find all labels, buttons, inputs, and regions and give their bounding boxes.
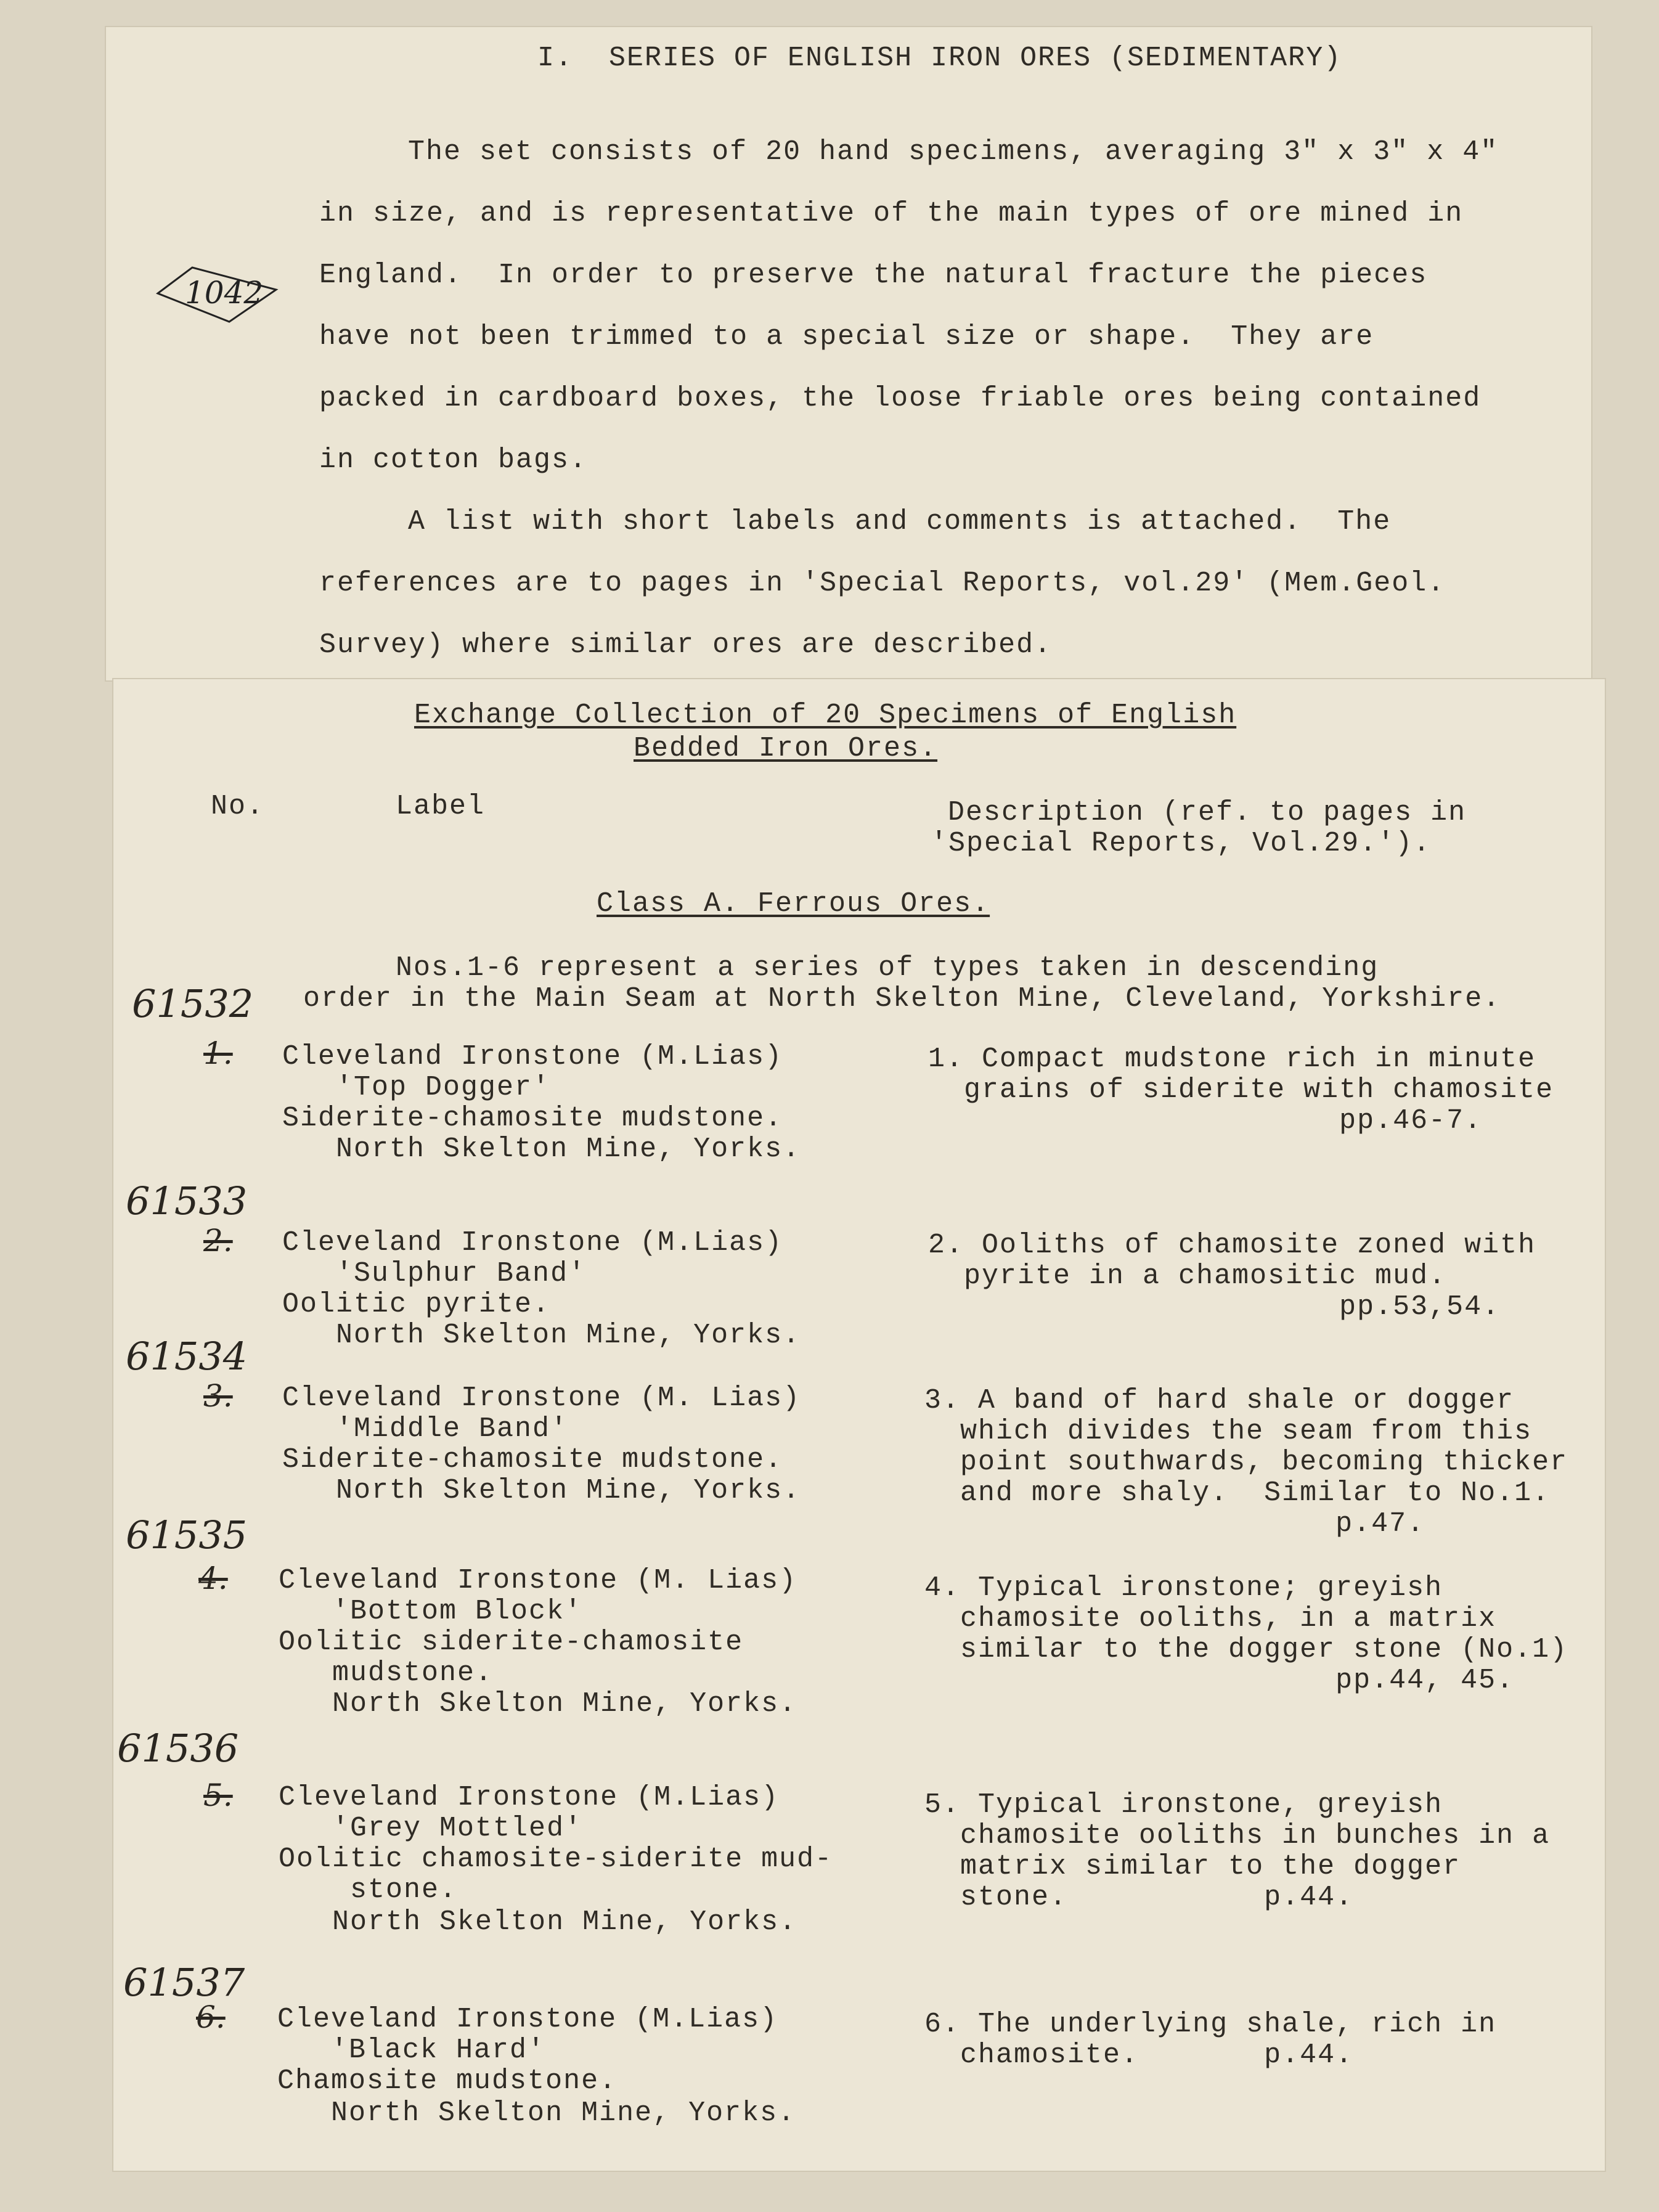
specimen-description: 3. A band of hard shale or dogger: [924, 1385, 1515, 1416]
specimen-description: similar to the dogger stone (No.1): [924, 1634, 1568, 1665]
specimen-label: North Skelton Mine, Yorks.: [279, 1688, 797, 1720]
specimen-description: grains of siderite with chamosite: [928, 1074, 1554, 1106]
specimen-description: point southwards, becoming thicker: [924, 1447, 1568, 1478]
specimen-label: 'Sulphur Band': [282, 1258, 587, 1289]
specimen-label: Cleveland Ironstone (M.Lias): [277, 2004, 778, 2035]
series-note: order in the Main Seam at North Skelton Mine, Cleveland, Yorkshire.: [303, 983, 1501, 1014]
collection-subtitle: Bedded Iron Ores.: [634, 733, 938, 764]
specimen-label: Chamosite mudstone.: [277, 2065, 618, 2097]
specimen-description: matrix similar to the dogger: [924, 1851, 1461, 1882]
intro-line: in size, and is representative of the main types of ore mined in: [319, 198, 1464, 229]
specimen-label: Siderite-chamosite mudstone.: [282, 1444, 783, 1475]
specimen-label: Siderite-chamosite mudstone.: [282, 1103, 783, 1134]
item-number: 3.: [203, 1378, 233, 1414]
specimen-label: Cleveland Ironstone (M.Lias): [279, 1782, 780, 1813]
specimen-label: North Skelton Mine, Yorks.: [282, 1133, 801, 1165]
specimen-label: Cleveland Ironstone (M.Lias): [282, 1041, 783, 1072]
catalogue-number: 1042: [185, 275, 264, 311]
intro-line: Survey) where similar ores are described.: [319, 629, 1053, 661]
specimen-label: mudstone.: [279, 1657, 494, 1689]
specimen-label: 'Middle Band': [282, 1413, 569, 1445]
column-header-description: Description (ref. to pages in: [948, 797, 1467, 828]
item-number: 2.: [203, 1223, 233, 1259]
specimen-description: pp.53,54.: [928, 1291, 1501, 1323]
specimen-description: chamosite ooliths in bunches in a: [924, 1820, 1551, 1851]
specimen-label: Oolitic siderite-chamosite: [279, 1626, 744, 1658]
item-number: 1.: [203, 1035, 233, 1071]
collection-title: Exchange Collection of 20 Specimens of English: [414, 700, 1237, 731]
specimen-description: which divides the seam from this: [924, 1416, 1533, 1447]
specimen-label: Cleveland Ironstone (M. Lias): [279, 1565, 797, 1596]
intro-line: packed in cardboard boxes, the loose friable ores being contained: [319, 383, 1482, 414]
column-header-description: 'Special Reports, Vol.29.').: [931, 828, 1432, 859]
item-number: 6.: [196, 1999, 226, 2035]
specimen-description: stone. p.44.: [924, 1882, 1354, 1913]
class-heading: Class A. Ferrous Ores.: [597, 888, 990, 920]
item-number: 5.: [203, 1777, 233, 1813]
item-number: 4.: [198, 1561, 228, 1596]
specimen-description: 6. The underlying shale, rich in: [924, 2009, 1497, 2040]
specimen-label: 'Bottom Block': [279, 1596, 583, 1627]
intro-line: have not been trimmed to a special size or shape. They are: [319, 321, 1374, 353]
catalogue-number-tag: [155, 263, 279, 324]
specimen-description: pp.46-7.: [928, 1105, 1483, 1137]
specimen-label: 'Top Dogger': [282, 1072, 551, 1103]
registration-number: 61534: [126, 1334, 248, 1379]
registration-number: 61532: [132, 981, 254, 1026]
specimen-description: pp.44, 45.: [924, 1665, 1515, 1696]
specimen-description: 5. Typical ironstone, greyish: [924, 1789, 1443, 1821]
specimen-label: North Skelton Mine, Yorks.: [277, 2097, 796, 2129]
specimen-label: North Skelton Mine, Yorks.: [282, 1475, 801, 1506]
specimen-description: 2. Ooliths of chamosite zoned with: [928, 1230, 1536, 1261]
specimen-label: Cleveland Ironstone (M.Lias): [282, 1227, 783, 1259]
specimen-label: Cleveland Ironstone (M. Lias): [282, 1382, 801, 1414]
intro-line: The set consists of 20 hand specimens, averaging 3" x 3" x 4": [408, 136, 1499, 168]
specimen-label: North Skelton Mine, Yorks.: [282, 1320, 801, 1351]
page-title: I. SERIES OF ENGLISH IRON ORES (SEDIMENTARY): [537, 43, 1342, 74]
registration-number: 61535: [126, 1512, 248, 1557]
registration-number: 61537: [123, 1960, 245, 2005]
specimen-description: 1. Compact mudstone rich in minute: [928, 1043, 1536, 1075]
specimen-description: chamosite. p.44.: [924, 2039, 1354, 2071]
intro-line: A list with short labels and comments is attached. The: [408, 506, 1392, 537]
intro-line: references are to pages in 'Special Reports, vol.29' (Mem.Geol.: [319, 568, 1446, 599]
specimen-description: p.47.: [924, 1508, 1425, 1540]
column-header-label: Label: [396, 791, 486, 822]
specimen-label: Oolitic chamosite-siderite mud-: [279, 1843, 833, 1875]
specimen-description: and more shaly. Similar to No.1.: [924, 1477, 1551, 1509]
registration-number: 61536: [117, 1726, 239, 1771]
column-header-no: No.: [211, 791, 265, 822]
intro-line: England. In order to preserve the natural fracture the pieces: [319, 259, 1428, 291]
specimen-label: 'Grey Mottled': [279, 1813, 583, 1844]
specimen-description: chamosite ooliths, in a matrix: [924, 1603, 1497, 1635]
specimen-description: 4. Typical ironstone; greyish: [924, 1572, 1443, 1604]
intro-line: in cotton bags.: [319, 444, 588, 476]
specimen-description: pyrite in a chamositic mud.: [928, 1260, 1447, 1292]
specimen-label: stone.: [279, 1874, 458, 1906]
specimen-label: Oolitic pyrite.: [282, 1289, 551, 1320]
series-note: Nos.1-6 represent a series of types taken in descending: [396, 952, 1379, 984]
registration-number: 61533: [126, 1178, 248, 1223]
specimen-label: 'Black Hard': [277, 2034, 546, 2066]
specimen-label: North Skelton Mine, Yorks.: [279, 1906, 797, 1938]
